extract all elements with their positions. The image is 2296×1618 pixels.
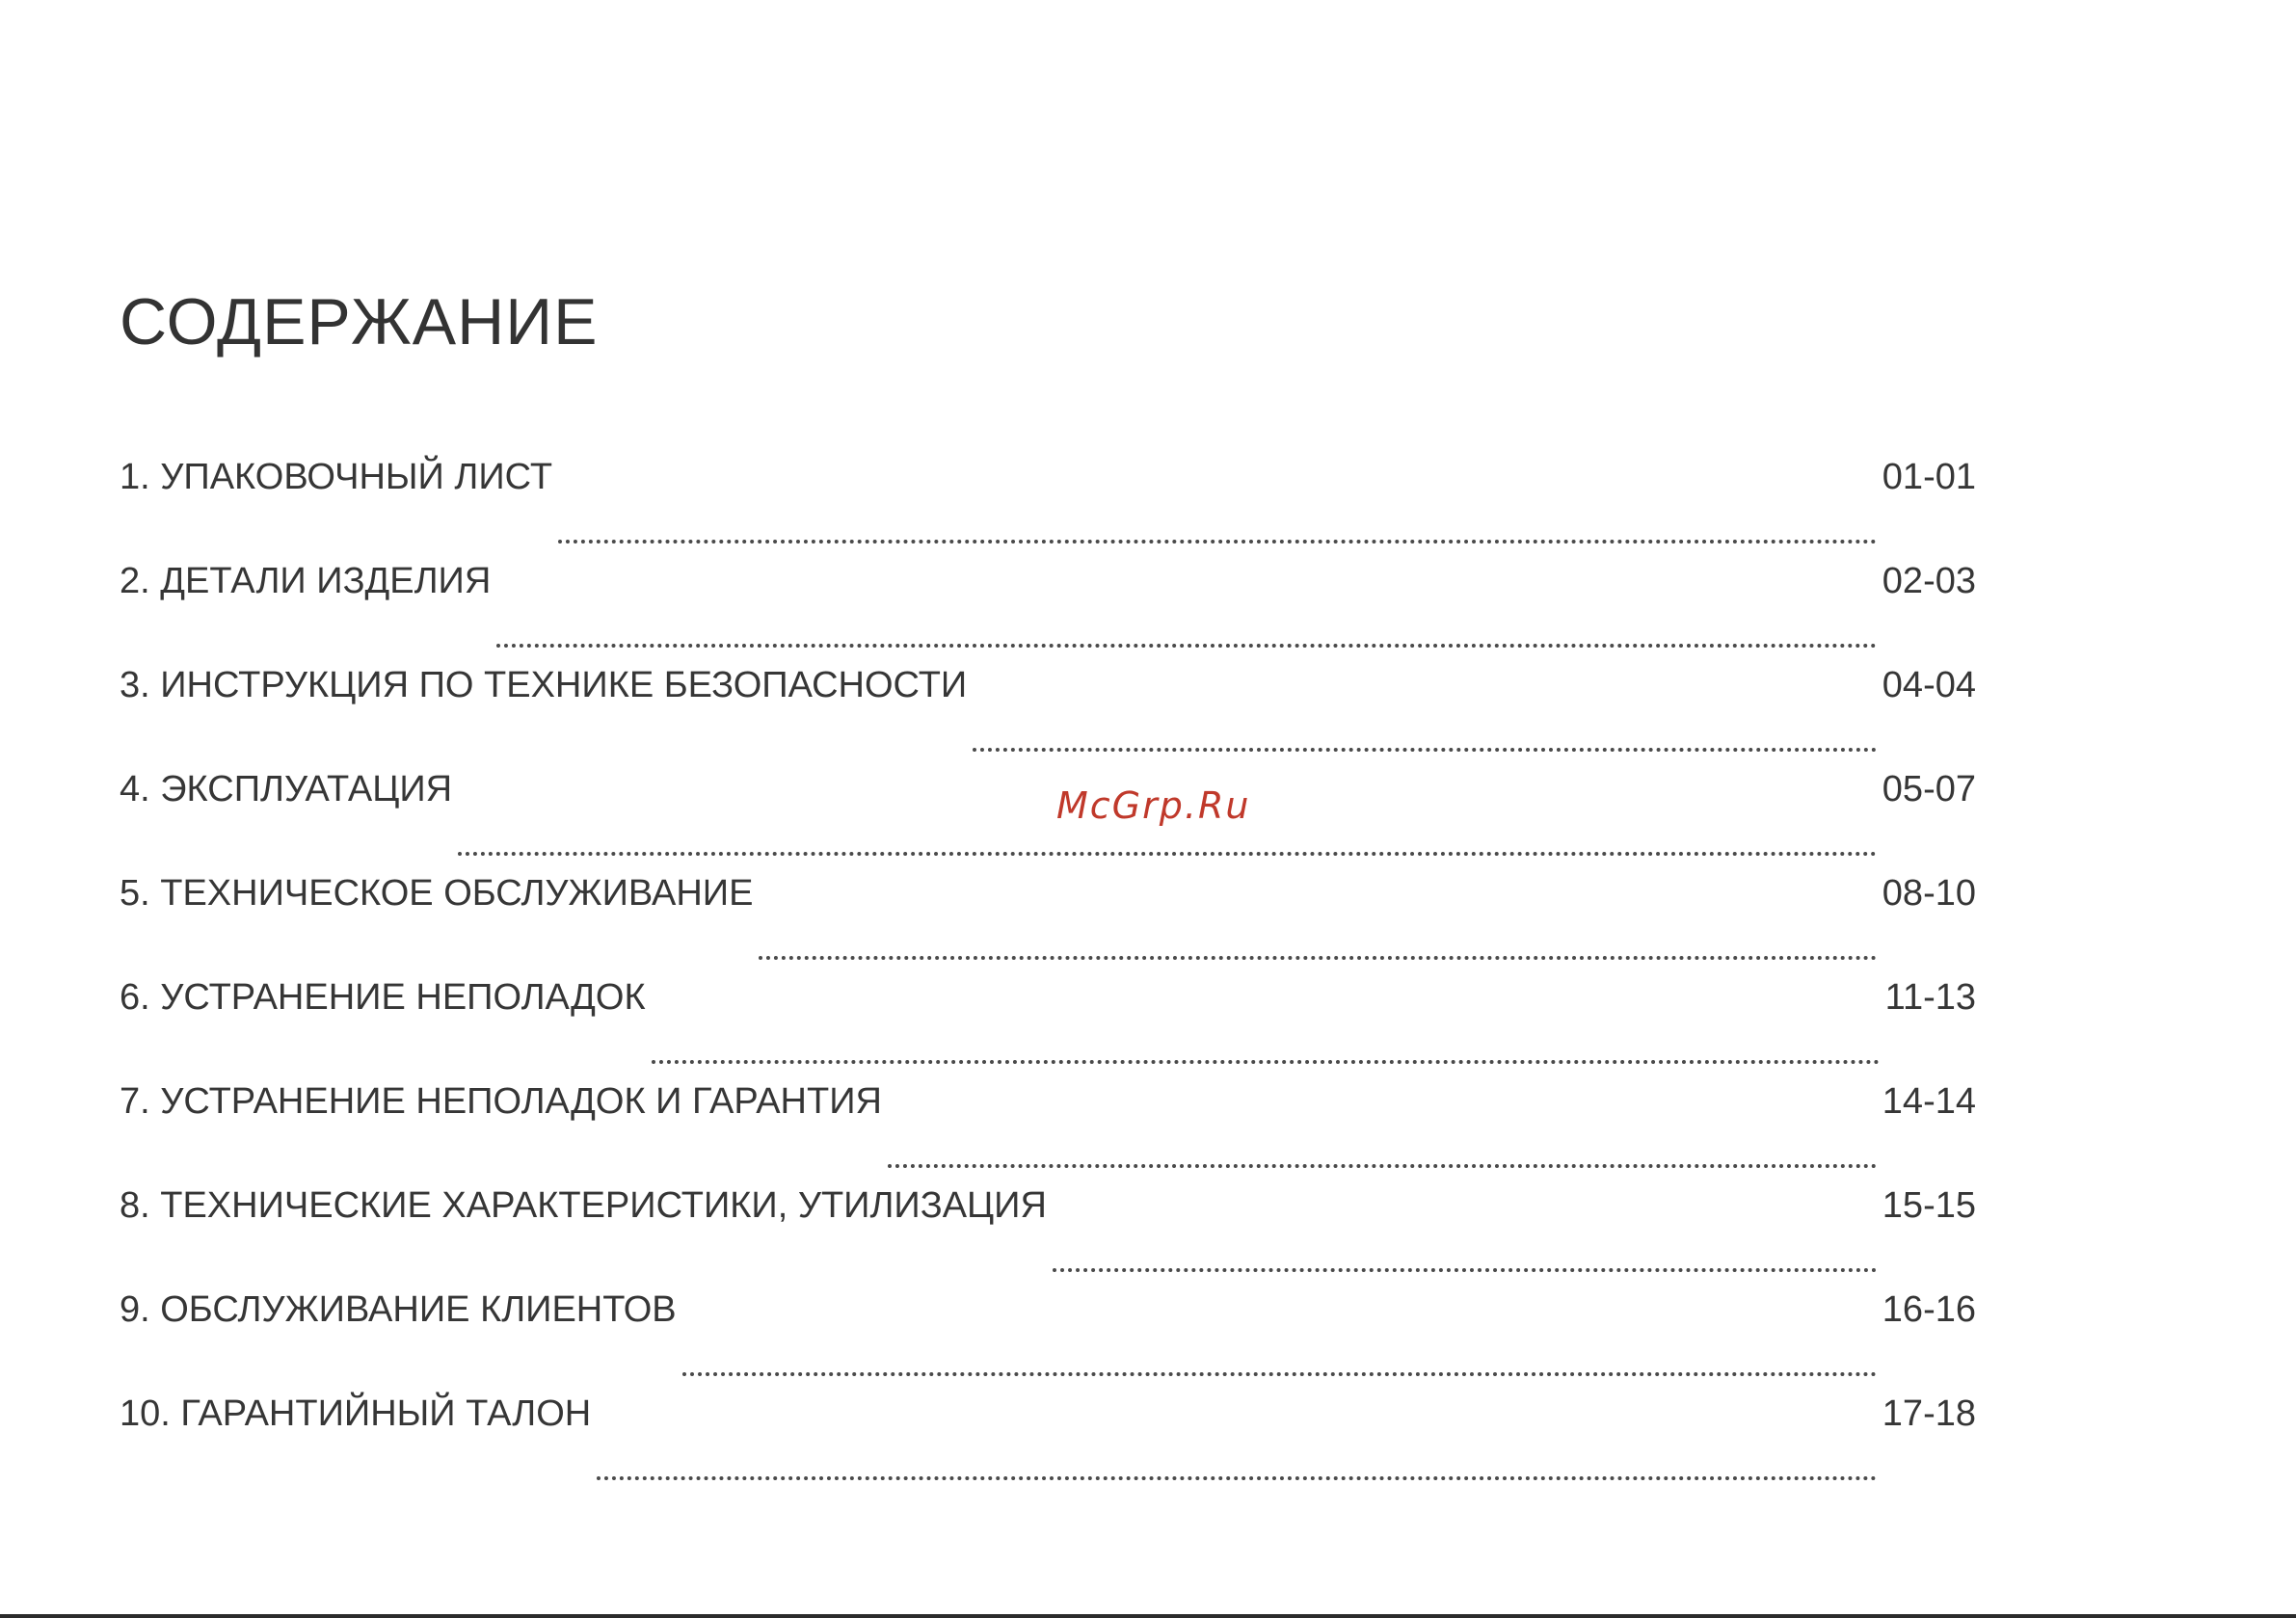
toc-item-label: 4. ЭКСПЛУАТАЦИЯ <box>120 769 453 809</box>
toc-item-label: 2. ДЕТАЛИ ИЗДЕЛИЯ <box>120 561 492 601</box>
dot-leader <box>759 956 1876 960</box>
toc-item-5[interactable] <box>120 869 1976 973</box>
toc-item-2[interactable] <box>120 557 1976 661</box>
toc-item-label: 6. УСТРАНЕНИЕ НЕПОЛАДОК <box>120 977 646 1018</box>
toc-item-label: 9. ОБСЛУЖИВАНИЕ КЛИЕНТОВ <box>120 1289 677 1330</box>
toc-item-label: 8. ТЕХНИЧЕСКИЕ ХАРАКТЕРИСТИКИ, УТИЛИЗАЦИЯ <box>120 1185 1047 1226</box>
dot-leader <box>652 1060 1880 1064</box>
toc-item-7[interactable] <box>120 1077 1976 1181</box>
toc-item-4[interactable] <box>120 765 1976 869</box>
table-of-contents <box>120 453 1976 1494</box>
toc-item-pages: 15-15 <box>1882 1185 1976 1226</box>
toc-item-9[interactable] <box>120 1286 1976 1390</box>
page-title: СОДЕРЖАНИЕ <box>120 285 599 358</box>
dot-leader <box>1053 1268 1877 1272</box>
bottom-divider <box>0 1614 2296 1618</box>
toc-item-pages: 04-04 <box>1882 665 1976 705</box>
toc-item-pages: 11-13 <box>1884 977 1976 1018</box>
dot-leader <box>496 644 1876 648</box>
toc-item-8[interactable] <box>120 1181 1976 1286</box>
toc-item-1[interactable] <box>120 453 1976 557</box>
dot-leader <box>682 1372 1877 1376</box>
toc-item-6[interactable] <box>120 973 1976 1077</box>
toc-item-label: 10. ГАРАНТИЙНЫЙ ТАЛОН <box>120 1393 592 1434</box>
toc-item-label: 3. ИНСТРУКЦИЯ ПО ТЕХНИКЕ БЕЗОПАСНОСТИ <box>120 665 968 705</box>
toc-item-pages: 14-14 <box>1882 1081 1976 1122</box>
toc-item-pages: 02-03 <box>1882 561 1976 601</box>
dot-leader <box>597 1476 1877 1480</box>
toc-item-label: 7. УСТРАНЕНИЕ НЕПОЛАДОК И ГАРАНТИЯ <box>120 1081 882 1122</box>
toc-item-3[interactable] <box>120 661 1976 765</box>
toc-item-pages: 05-07 <box>1882 769 1976 809</box>
toc-item-label: 5. ТЕХНИЧЕСКОЕ ОБСЛУЖИВАНИЕ <box>120 873 754 914</box>
watermark: McGrp.Ru <box>1056 784 1251 827</box>
toc-item-label: 1. УПАКОВОЧНЫЙ ЛИСТ <box>120 457 553 497</box>
toc-item-pages: 01-01 <box>1882 457 1976 497</box>
dot-leader <box>558 540 1877 544</box>
toc-item-pages: 08-10 <box>1882 873 1976 914</box>
dot-leader <box>458 852 1877 856</box>
dot-leader <box>888 1164 1877 1168</box>
toc-item-pages: 16-16 <box>1882 1289 1976 1330</box>
dot-leader <box>973 748 1877 752</box>
toc-item-pages: 17-18 <box>1882 1393 1976 1434</box>
toc-item-10[interactable] <box>120 1390 1976 1494</box>
